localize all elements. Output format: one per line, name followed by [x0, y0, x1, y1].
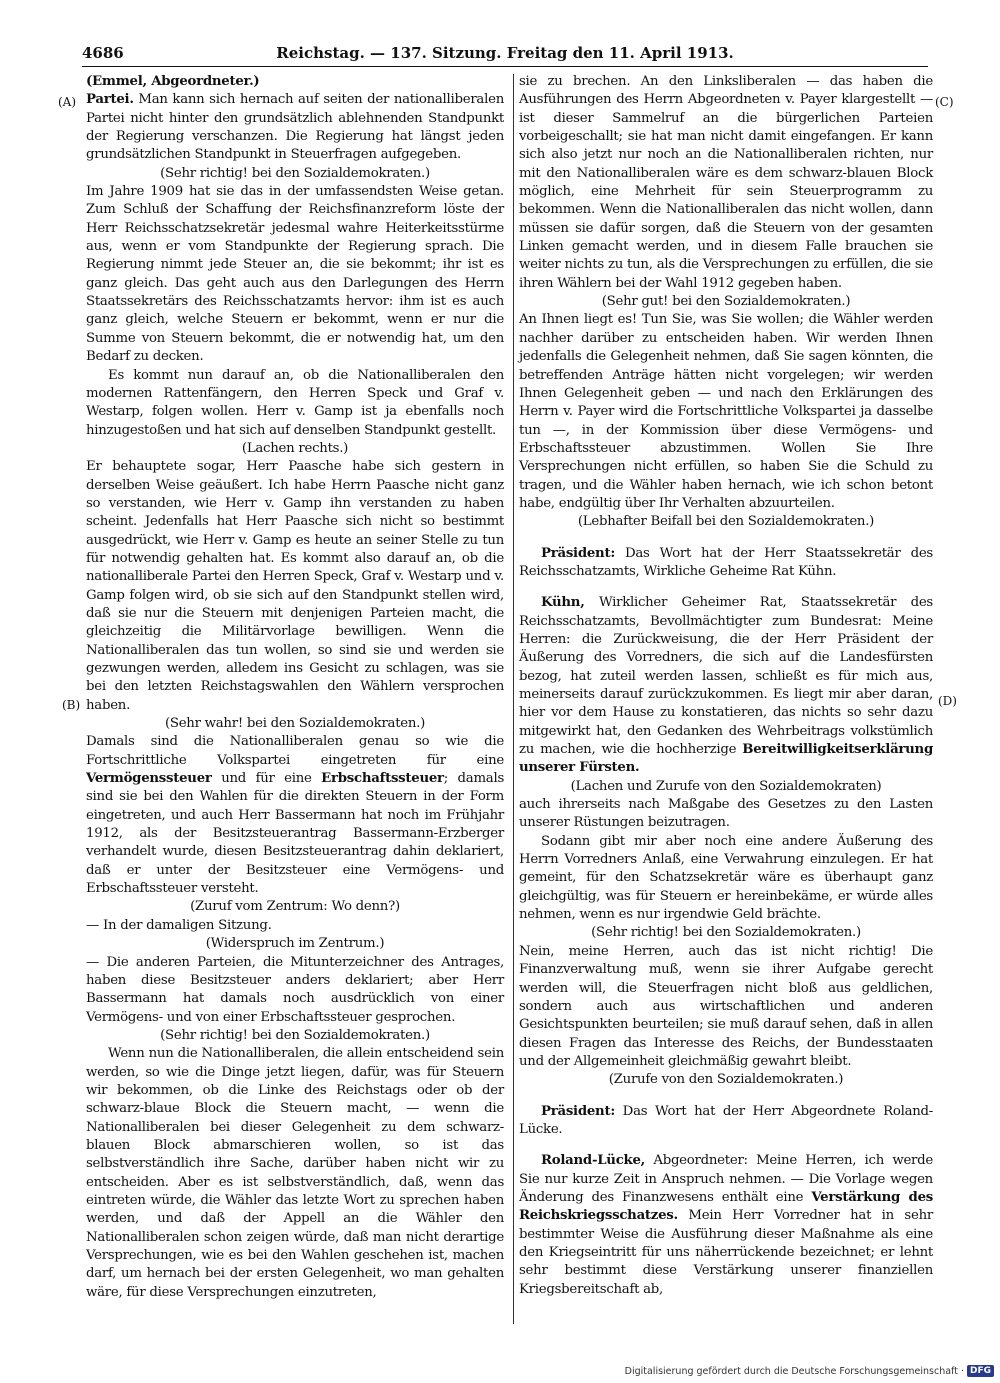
- left-column: [86, 73, 504, 1302]
- emphasis: Bereitwilligkeitserklärung unserer Fürsten.: [519, 742, 933, 776]
- speaker-name: Präsident:: [541, 545, 615, 561]
- dfg-logo: DFG: [967, 1365, 994, 1377]
- page-header: [82, 44, 928, 68]
- interjection: (Lachen und Zurufe von den Sozialdemokraten): [570, 778, 882, 794]
- paragraph: An Ihnen liegt es! Tun Sie, was Sie wollen; die Wähler werden nachher darüber zu entscheiden haben. Wir werden Ihnen jedenfalls die Gelegenheit nehmen, daß Sie sagen könnten, die betreffenden Anträge hätten nicht vorgelegen; wir werden Ihnen Gelegenheit geben — und nach den Erklärungen des Herrn v. Payer wird die Fortschrittliche Volkspartei ja dasselbe tun —, in der Kommission über diese Vermögens- und Erbschaftssteuer abzustimmen. Wollen Sie Ihre Versprechungen nicht erfüllen, so haben Sie die Schuld zu tragen, und die Wähler haben hernach, wie ich schon betont habe, endgültig über Ihr Verhalten abzuurteilen.: [519, 312, 933, 511]
- right-column: [519, 73, 933, 1299]
- emphasis: Erbschaftssteuer: [321, 771, 444, 787]
- paragraph: Partei. Man kann sich hernach auf seiten der nationalliberalen Partei nicht hinter den grundsätzlich ablehnenden Standpunkt der Regierung verschanzen. Die Regierung hat längst jeden grundsätzlichen Standpunkt in Steuerfragen aufgegeben.: [86, 92, 504, 163]
- emphasis: Partei.: [86, 92, 134, 108]
- speech-roland-luecke: Roland-Lücke, Abgeordneter: Meine Herren, ich werde Sie nur kurze Zeit in Anspruch nehmen. — Die Vorlage wegen Änderung des Finanzwesens enthält eine Verstärkung des Reichskriegsschatzes. Mein Herr Vorredner hat in sehr bestimmter Weise die Ausführung dieser Maßnahme als eine den Kriegseintritt für uns näherrückende bezeichnet; er lehnt sehr bestimmt diese Verstärkung unserer finanziellen Kriegsbereitschaft ab,: [519, 1153, 933, 1297]
- paragraph: — In der damaligen Sitzung.: [86, 917, 272, 933]
- speaker-continued: (Emmel, Abgeordneter.): [86, 74, 260, 89]
- emphasis: Verstärkung des Reichskriegsschatzes.: [519, 1189, 933, 1224]
- interjection: (Sehr richtig! bei den Sozialdemokraten.): [160, 165, 430, 181]
- paragraph: Im Jahre 1909 hat sie das in der umfassendsten Weise getan. Zum Schluß der Schaffung der Reichsfinanzreform löste der Herr Reichsschatzsekretär jedesmal wahre Heiterkeitsstürme aus, wenn er vom Standpunkte der Regierung sprach. Die Regierung nimmt jede Steuer an, die sie bekommt; ihr ist es ganz gleich. Das geht auch aus den Darlegungen des Herrn Staatssekretärs des Reichsschatzamts hervor: ihm ist es auch ganz gleich, welche Steuern er bekommt, wenn er nur die Summe von Steuern bekommt, die er notwendig hat, um den Bedarf zu decken.: [86, 184, 504, 365]
- president-statement: Präsident: Das Wort hat der Herr Abgeordnete Roland-Lücke.: [519, 1103, 933, 1137]
- interjection: (Sehr richtig! bei den Sozialdemokraten.): [591, 925, 861, 941]
- paragraph: Sodann gibt mir aber noch eine andere Äußerung des Herrn Vorredners Anlaß, eine Verwahrung einzulegen. Er hat gemeint, für den Schatzsekretär wäre es überhaupt ganz gleichgültig, was für Steuern er hereinbekäme, er würde alles nehmen, wenn es nur irgendwie Geld brächte.: [519, 833, 933, 923]
- paragraph: auch ihrerseits nach Maßgabe des Gesetzes zu den Lasten unserer Rüstungen beizutragen.: [519, 797, 933, 831]
- interjection: (Sehr richtig! bei den Sozialdemokraten.): [160, 1027, 430, 1043]
- president-statement: Präsident: Das Wort hat der Herr Staatssekretär des Reichsschatzamts, Wirkliche Geheime Rat Kühn.: [519, 545, 933, 579]
- paragraph: Nein, meine Herren, auch das ist nicht richtig! Die Finanzverwaltung muß, wenn sie ihrer Aufgabe gerecht werden will, die Steuerfragen nicht bloß aus geldlichen, sondern auch aus wirtschaftlichen und anderen Gesichtspunkten beurteilen; sie muß darauf sehen, daß in allen diesen Fragen das Interesse des Reichs, der Bundesstaaten und der Allgemeinheit gleichmäßig gewahrt bleibt.: [519, 943, 933, 1069]
- interjection: (Sehr gut! bei den Sozialdemokraten.): [601, 294, 851, 310]
- credit-text: Digitalisierung gefördert durch die Deutsche Forschungsgemeinschaft ·: [624, 1365, 964, 1377]
- margin-marker-c: (C): [935, 95, 954, 109]
- interjection: (Zurufe von den Sozialdemokraten.): [608, 1072, 844, 1088]
- speaker-name: Präsident:: [541, 1103, 615, 1119]
- speaker-name: Roland-Lücke,: [541, 1153, 646, 1169]
- paragraph: Damals sind die Nationalliberalen genau so wie die Fortschrittliche Volkspartei eingetreten für eine Vermögenssteuer und für eine Erbschaftssteuer; damals sind sie bei den Wahlen für die direkten Steuern in der Form eingetreten, und auch Herr Bassermann hat noch im Frühjahr 1912, als der Besitzsteuerantrag Bassermann-Erzberger verhandelt wurde, diesen Besitzsteuerantrag dahin deklariert, daß er unter der Besitzsteuer eine Vermögens- und Erbschaftssteuer versteht.: [86, 734, 504, 897]
- interjection: (Zuruf vom Zentrum: Wo denn?): [190, 899, 400, 915]
- interjection: (Lachen rechts.): [241, 440, 349, 456]
- margin-marker-b: (B): [62, 698, 81, 712]
- paragraph: Wenn nun die Nationalliberalen, die allein entscheidend sein werden, so wie die Dinge jetzt liegen, dafür, was für Steuern wir bekommen, ob die Linke des Reichstags oder ob der schwarz-blaue Block die Steuern macht, — wenn die Nationalliberalen bei dieser Gelegenheit zu dem schwarz-blauen Block abmarschieren wollen, so ist das selbstverständlich ihre Sache, darüber haben nicht wir zu entscheiden. Aber es ist selbstverständlich, daß, wenn das eintreten würde, die Wähler das letzte Wort zu sprechen haben werden, und daß der Appell an die Wähler den Nationalliberalen schon zeigen würde, daß man nicht derartige Versprechungen, wie es bei den Wahlen geschehen ist, machen darf, um hernach bei der ersten Gelegenheit, wo man gehalten wäre, für diese Versprechungen einzutreten,: [86, 1046, 504, 1300]
- paragraph: Er behauptete sogar, Herr Paasche habe sich gestern in derselben Weise geäußert. Ich habe Herrn Paasche nicht ganz so verstanden, wie Herr v. Gamp ihn verstanden zu haben scheint. Jedenfalls hat Herr Paasche sich nicht so bestimmt ausgedrückt, wie Herr v. Gamp es heute an seiner Stelle zu tun für notwendig gehalten hat. Es kommt also darauf an, ob die nationalliberale Partei den Herren Speck, Graf v. Westarp und v. Gamp folgen wird, ob sie sich auf den Standpunkt stellen wird, daß sie nur die Steuern mit denjenigen Parteien macht, die gleichzeitig die Militärvorlage bewilligen. Wenn die Nationalliberalen das tun wollen, so sind sie und werden sie gezwungen werden, alledem ins Gesicht zu schlagen, was sie bei den letzten Reichstagswahlen den Wählern versprochen haben.: [86, 459, 504, 713]
- emphasis: Vermögenssteuer: [86, 771, 212, 787]
- digitization-credit: [625, 1365, 994, 1377]
- interjection: (Widerspruch im Zentrum.): [205, 936, 385, 952]
- running-title: Reichstag. — 137. Sitzung. Freitag den 11. April 1913.: [276, 44, 734, 62]
- paragraph: sie zu brechen. An den Linksliberalen — das haben die Ausführungen des Herrn Abgeordneten v. Payer klargestellt — ist dieser Sammelruf an die bürgerlichen Parteien vorbeigeschallt; sie hat man nicht damit eingefangen. Er kann sich also jetzt nur noch an die Nationalliberalen richten, nur mit den Nationalliberalen wäre es dem schwarz-blauen Block möglich, eine Mehrheit für sein Steuerprogramm zu bekommen. Wenn die Nationalliberalen das nicht wollen, dann müssen sie dafür sorgen, daß die Steuern von der gesamten Linken gemacht werden, und in diesem Falle brauchen sie weiter nichts zu tun, als die Versprechungen zu erfüllen, die sie ihren Wählern bei der Wahl 1912 gegeben haben.: [519, 74, 933, 291]
- speech-kuehn: Kühn, Wirklicher Geheimer Rat, Staatssekretär des Reichsschatzamts, Bevollmächtigter zum Bundesrat: Meine Herren: die Zurückweisung, die der Herr Präsident der Äußerung des Vorredners, die sich auf die Landesfürsten bezog, hat zuteil werden lassen, schließt es für mich aus, meinerseits darauf zurückzukommen. Es liegt mir aber daran, hier vor dem Hause zu konstatieren, das nichts so sehr dazu mitgewirkt hat, den Gedanken des Wehrbeitrags volkstümlich zu machen, wie die hochherzige Bereitwilligkeitserklärung unserer Fürsten.: [519, 595, 933, 776]
- margin-marker-a: (A): [58, 95, 77, 109]
- interjection: (Lebhafter Beifall bei den Sozialdemokraten.): [577, 514, 875, 530]
- interjection: (Sehr wahr! bei den Sozialdemokraten.): [164, 716, 426, 732]
- margin-marker-d: (D): [938, 694, 957, 708]
- column-divider: [513, 74, 514, 1324]
- page-number: 4686: [82, 44, 124, 62]
- paragraph: Es kommt nun darauf an, ob die Nationalliberalen den modernen Rattenfängern, den Herren Speck und Graf v. Westarp, folgen wollen. Herr v. Gamp ist ja ebenfalls noch hinzugestoßen und hat sich auf denselben Standpunkt gestellt.: [86, 367, 504, 438]
- header-rule: [82, 66, 928, 67]
- paragraph: — Die anderen Parteien, die Mitunterzeichner des Antrages, haben diese Besitzsteuer anders deklariert; aber Herr Bassermann hat damals noch ausdrücklich von einer Vermögens- und von einer Erbschaftssteuer gesprochen.: [86, 954, 504, 1025]
- speaker-name: Kühn,: [541, 595, 585, 611]
